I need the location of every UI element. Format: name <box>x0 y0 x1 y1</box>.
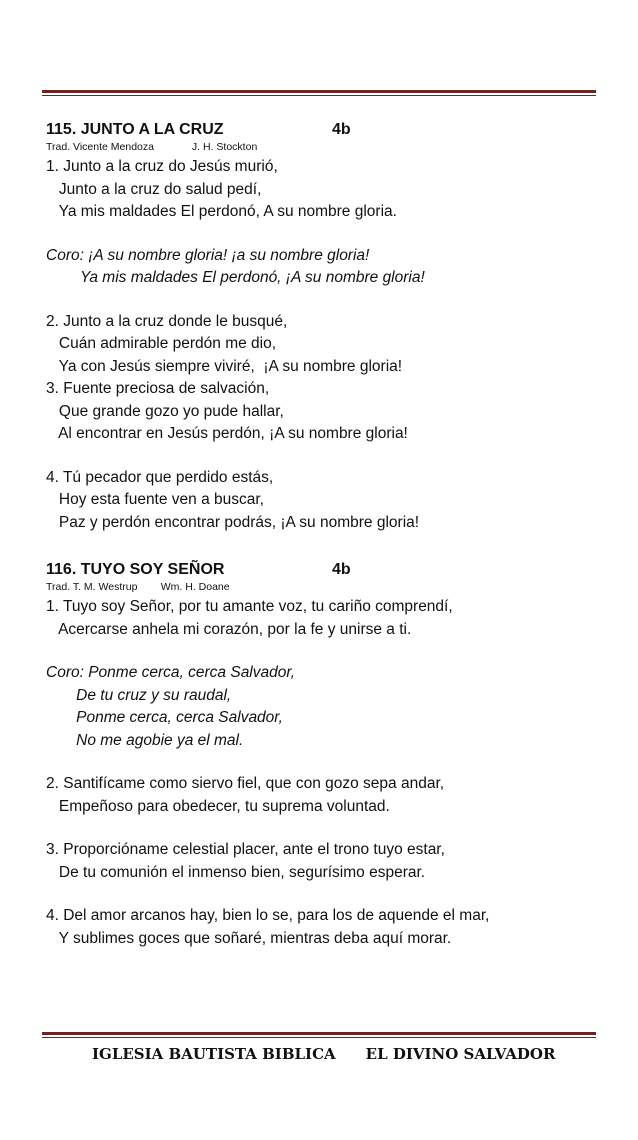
verse-line: Que grande gozo yo pude hallar, <box>46 402 284 420</box>
hymn-115 <box>46 120 596 534</box>
verse-line: Acercarse anhela mi corazón, por la fe y unirse a ti. <box>46 620 412 638</box>
chorus <box>46 662 596 752</box>
chorus-line: Coro: Ponme cerca, cerca Salvador, <box>46 664 295 681</box>
hymn-title: 116. TUYO SOY SEÑOR <box>46 561 225 578</box>
verse-line: 1. Tuyo soy Señor, por tu amante voz, tu cariño comprendí, <box>46 598 453 615</box>
verse-3 <box>46 839 596 884</box>
top-divider <box>42 90 596 96</box>
chorus-line: No me agobie ya el mal. <box>46 731 244 749</box>
verse-line: Cuán admirable perdón me dio, <box>46 335 277 352</box>
hymn-title-row <box>46 120 596 140</box>
verse-line: Y sublimes goces que soñaré, mientras deba aquí morar. <box>46 929 452 947</box>
chorus-line: De tu cruz y su raudal, <box>46 686 232 704</box>
verse-line: 3. Fuente preciosa de salvación, <box>46 380 270 397</box>
translator-credit: Trad. T. M. Westrup <box>46 581 138 593</box>
hymn-credits <box>46 140 596 154</box>
page-footer <box>92 1044 592 1064</box>
verse-line: 3. Proporcióname celestial placer, ante el trono tuyo estar, <box>46 841 445 858</box>
hymn-title-row <box>46 560 596 580</box>
hymn-116 <box>46 560 596 950</box>
chorus-line: Coro: ¡A su nombre gloria! ¡a su nombre gloria! <box>46 246 370 264</box>
verse-1 <box>46 156 596 224</box>
church-subtitle: EL DIVINO SALVADOR <box>365 1045 556 1063</box>
verse-3 <box>46 378 596 446</box>
verse-line: Al encontrar en Jesús perdón, ¡A su nombre gloria! <box>46 425 408 442</box>
verse-4 <box>46 905 596 950</box>
translator-credit: Trad. Vicente Mendoza <box>46 141 154 153</box>
composer-credit: J. H. Stockton <box>191 141 258 153</box>
verse-2 <box>46 773 596 818</box>
chorus-line: Ponme cerca, cerca Salvador, <box>46 709 283 726</box>
verse-line: Hoy esta fuente ven a buscar, <box>46 491 264 508</box>
hymn-credits <box>46 580 596 594</box>
verse-line: Ya con Jesús siempre viviré, ¡A su nombre gloria! <box>46 357 403 375</box>
bottom-divider <box>42 1032 596 1038</box>
verse-line: Empeñoso para obedecer, tu suprema voluntad. <box>46 797 390 815</box>
chorus-line: Ya mis maldades El perdonó, ¡A su nombre gloria! <box>46 269 425 286</box>
verse-line: 4. Del amor arcanos hay, bien lo se, para los de aquende el mar, <box>46 907 490 924</box>
hymn-title: 115. JUNTO A LA CRUZ <box>46 121 224 138</box>
verse-2 <box>46 311 596 379</box>
hymn-key: 4b <box>332 121 351 138</box>
verse-line: Paz y perdón encontrar podrás, ¡A su nombre gloria! <box>46 513 420 531</box>
verse-line: Junto a la cruz do salud pedí, <box>46 180 262 198</box>
verse-line: 2. Santifícame como siervo fiel, que con gozo sepa andar, <box>46 775 445 792</box>
verse-line: De tu comunión el inmenso bien, segurísimo esperar. <box>46 863 426 881</box>
hymn-page <box>46 120 596 950</box>
composer-credit: Wm. H. Doane <box>160 581 230 593</box>
verse-4 <box>46 467 596 535</box>
verse-line: 4. Tú pecador que perdido estás, <box>46 468 274 486</box>
chorus <box>46 245 596 290</box>
verse-1 <box>46 596 596 641</box>
verse-line: 1. Junto a la cruz do Jesús murió, <box>46 158 278 175</box>
verse-line: 2. Junto a la cruz donde le busqué, <box>46 312 288 330</box>
hymn-key: 4b <box>332 561 351 578</box>
church-name: IGLESIA BAUTISTA BIBLICA <box>92 1045 336 1063</box>
verse-line: Ya mis maldades El perdonó, A su nombre gloria. <box>46 203 397 220</box>
